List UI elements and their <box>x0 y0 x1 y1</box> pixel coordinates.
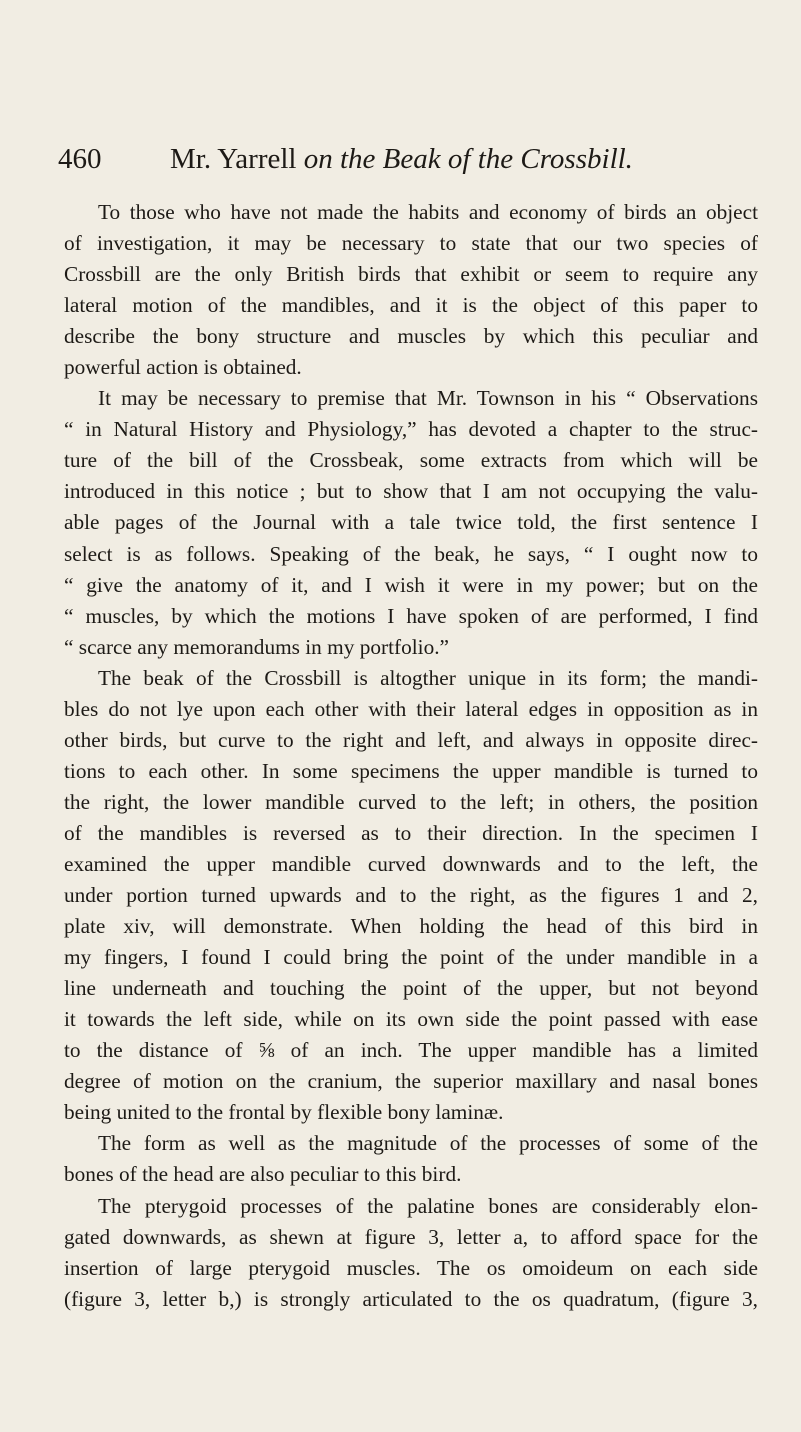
text-line: introduced in this notice ; but to show that I am not occupying the valu- <box>64 479 758 504</box>
text-line: bones of the head are also peculiar to this bird. <box>64 1162 462 1187</box>
text-line: degree of motion on the cranium, the superior maxillary and nasal bones <box>64 1069 758 1094</box>
text-line: of investigation, it may be necessary to state that our two species of <box>64 231 758 256</box>
text-line: “ in Natural History and Physiology,” has devoted a chapter to the struc- <box>64 417 758 442</box>
text-line: select is as follows. Speaking of the beak, he says, “ I ought now to <box>64 541 758 566</box>
body-text <box>64 197 758 1315</box>
text-line: able pages of the Journal with a tale twice told, the first sentence I <box>64 510 758 535</box>
text-line: “ muscles, by which the motions I have spoken of are performed, I find <box>64 603 758 628</box>
text-line: To those who have not made the habits and economy of birds an object <box>98 200 758 224</box>
text-line: insertion of large pterygoid muscles. The os omoideum on each side <box>64 1255 758 1280</box>
text-line: of the mandibles is reversed as to their direction. In the specimen I <box>64 820 758 845</box>
text-line: powerful action is obtained. <box>64 355 302 380</box>
running-header <box>58 142 758 176</box>
page-number: 460 <box>58 143 102 175</box>
text-line: bles do not lye upon each other with their lateral edges in opposition as in <box>64 696 758 721</box>
header-the-crossbill: the Crossbill. <box>477 143 633 175</box>
text-line: under portion turned upwards and to the right, as the figures 1 and 2, <box>64 883 758 908</box>
header-author: Mr. Yarrell <box>170 143 297 175</box>
text-line: other birds, but curve to the right and left, and always in opposite direc- <box>64 727 758 752</box>
text-line: Crossbill are the only British birds that exhibit or seem to require any <box>64 262 758 287</box>
header-beak: Beak <box>382 143 441 175</box>
text-line: It may be necessary to premise that Mr. Townson in his “ Observations <box>98 386 758 411</box>
text-line: tions to each other. In some specimens the upper mandible is turned to <box>64 758 758 783</box>
text-line: being united to the frontal by flexible bony laminæ. <box>64 1100 504 1125</box>
text-line: it towards the left side, while on its own side the point passed with ease <box>64 1007 758 1032</box>
text-line: The beak of the Crossbill is altogther unique in its form; the mandi- <box>98 665 758 690</box>
text-line: (figure 3, letter b,) is strongly articulated to the os quadratum, (figure 3, <box>64 1286 758 1311</box>
text-line: The form as well as the magnitude of the processes of some of the <box>98 1131 758 1156</box>
header-on-the: on the <box>303 143 376 175</box>
text-line: “ scarce any memorandums in my portfolio.” <box>64 634 449 659</box>
text-line: lateral motion of the mandibles, and it is the object of this paper to <box>64 293 758 318</box>
text-line: ture of the bill of the Crossbeak, some extracts from which will be <box>64 448 758 473</box>
text-line: to the distance of ⅝ of an inch. The upper mandible has a limited <box>64 1038 758 1063</box>
text-line: “ give the anatomy of it, and I wish it were in my power; but on the <box>64 572 758 597</box>
text-line: the right, the lower mandible curved to the left; in others, the position <box>64 789 758 814</box>
text-line: plate xiv, will demonstrate. When holding the head of this bird in <box>64 914 758 939</box>
text-line: my fingers, I found I could bring the point of the under mandible in a <box>64 945 758 970</box>
header-of: of <box>447 143 471 175</box>
text-line: gated downwards, as shewn at figure 3, letter a, to afford space for the <box>64 1224 758 1249</box>
text-line: describe the bony structure and muscles by which this peculiar and <box>64 324 758 349</box>
text-line: The pterygoid processes of the palatine bones are considerably elon- <box>98 1193 758 1218</box>
text-line: examined the upper mandible curved downwards and to the left, the <box>64 851 758 876</box>
text-line: line underneath and touching the point of the upper, but not beyond <box>64 976 758 1001</box>
